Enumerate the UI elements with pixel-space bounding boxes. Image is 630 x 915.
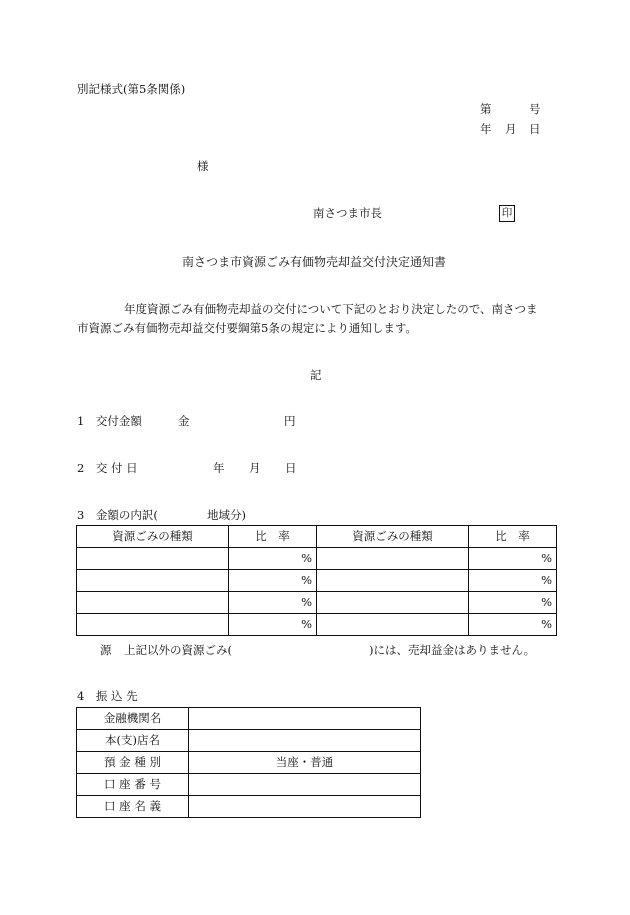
ratio-cell[interactable]: % <box>469 570 557 592</box>
account-holder-field[interactable] <box>189 796 421 818</box>
type-cell[interactable] <box>77 570 229 592</box>
table-row <box>77 548 557 570</box>
bank-name-field[interactable] <box>189 708 421 730</box>
header-ratio-2: 比 率 <box>469 526 557 548</box>
table-row <box>77 796 421 818</box>
item4-label: 4 振 込 先 <box>77 689 138 703</box>
item2-label: 2 交 付 日 <box>77 461 138 475</box>
note-suffix: )には、売却益金はありません。 <box>369 643 536 657</box>
body-line-1: 年度資源ごみ有価物売却益の交付について下記のとおり決定したので、南さつま <box>124 302 538 316</box>
breakdown-table <box>76 525 557 636</box>
body-line-2: 市資源ごみ有価物売却益交付要綱第5条の規定により通知します。 <box>77 321 417 335</box>
account-number-label: 口 座 番 号 <box>77 774 189 796</box>
ratio-cell[interactable]: % <box>469 614 557 636</box>
document-title: 南さつま市資源ごみ有価物売却益交付決定通知書 <box>182 255 447 269</box>
seal-mark: 印 <box>499 205 515 222</box>
ratio-cell[interactable]: % <box>229 614 317 636</box>
form-label: 別記様式(第5条関係) <box>77 82 186 96</box>
account-number-field[interactable] <box>189 774 421 796</box>
ratio-cell[interactable]: % <box>229 548 317 570</box>
type-cell[interactable] <box>317 614 469 636</box>
breakdown-header-row <box>77 526 557 548</box>
item3-region: 地域分) <box>207 508 246 522</box>
item2-month: 月 <box>249 461 261 475</box>
date-month: 月 <box>505 122 517 136</box>
note-mark: 源 <box>100 643 112 657</box>
ratio-cell[interactable]: % <box>469 548 557 570</box>
type-cell[interactable] <box>77 592 229 614</box>
table-row <box>77 570 557 592</box>
header-type-1: 資源ごみの種類 <box>77 526 229 548</box>
type-cell[interactable] <box>317 592 469 614</box>
item1-label: 1 交付金額 <box>77 414 142 428</box>
table-row <box>77 774 421 796</box>
deposit-type-label: 預 金 種 別 <box>77 752 189 774</box>
item1-kin: 金 <box>178 414 190 428</box>
table-row <box>77 592 557 614</box>
ki-heading: 記 <box>310 368 322 382</box>
type-cell[interactable] <box>317 548 469 570</box>
header-type-2: 資源ごみの種類 <box>317 526 469 548</box>
account-holder-label: 口 座 名 義 <box>77 796 189 818</box>
ratio-cell[interactable]: % <box>229 592 317 614</box>
type-cell[interactable] <box>317 570 469 592</box>
table-row <box>77 730 421 752</box>
branch-name-label: 本(支)店名 <box>77 730 189 752</box>
item2-day: 日 <box>285 461 297 475</box>
date-day: 日 <box>529 122 541 136</box>
item3-label: 3 金額の内訳( <box>77 508 158 522</box>
date-year: 年 <box>480 122 492 136</box>
number-go: 号 <box>529 102 541 116</box>
addressee-honorific: 様 <box>197 159 209 173</box>
table-row <box>77 708 421 730</box>
type-cell[interactable] <box>77 614 229 636</box>
issuer-name: 南さつま市長 <box>313 206 382 220</box>
deposit-type-field[interactable]: 当座・普通 <box>189 752 421 774</box>
number-dai: 第 <box>480 102 492 116</box>
header-ratio-1: 比 率 <box>229 526 317 548</box>
note-prefix: 上記以外の資源ごみ( <box>124 643 232 657</box>
item2-year: 年 <box>213 461 225 475</box>
type-cell[interactable] <box>77 548 229 570</box>
table-row <box>77 614 557 636</box>
table-row <box>77 752 421 774</box>
item1-yen: 円 <box>284 414 296 428</box>
branch-name-field[interactable] <box>189 730 421 752</box>
bank-name-label: 金融機関名 <box>77 708 189 730</box>
ratio-cell[interactable]: % <box>229 570 317 592</box>
ratio-cell[interactable]: % <box>469 592 557 614</box>
bank-table <box>76 707 421 818</box>
